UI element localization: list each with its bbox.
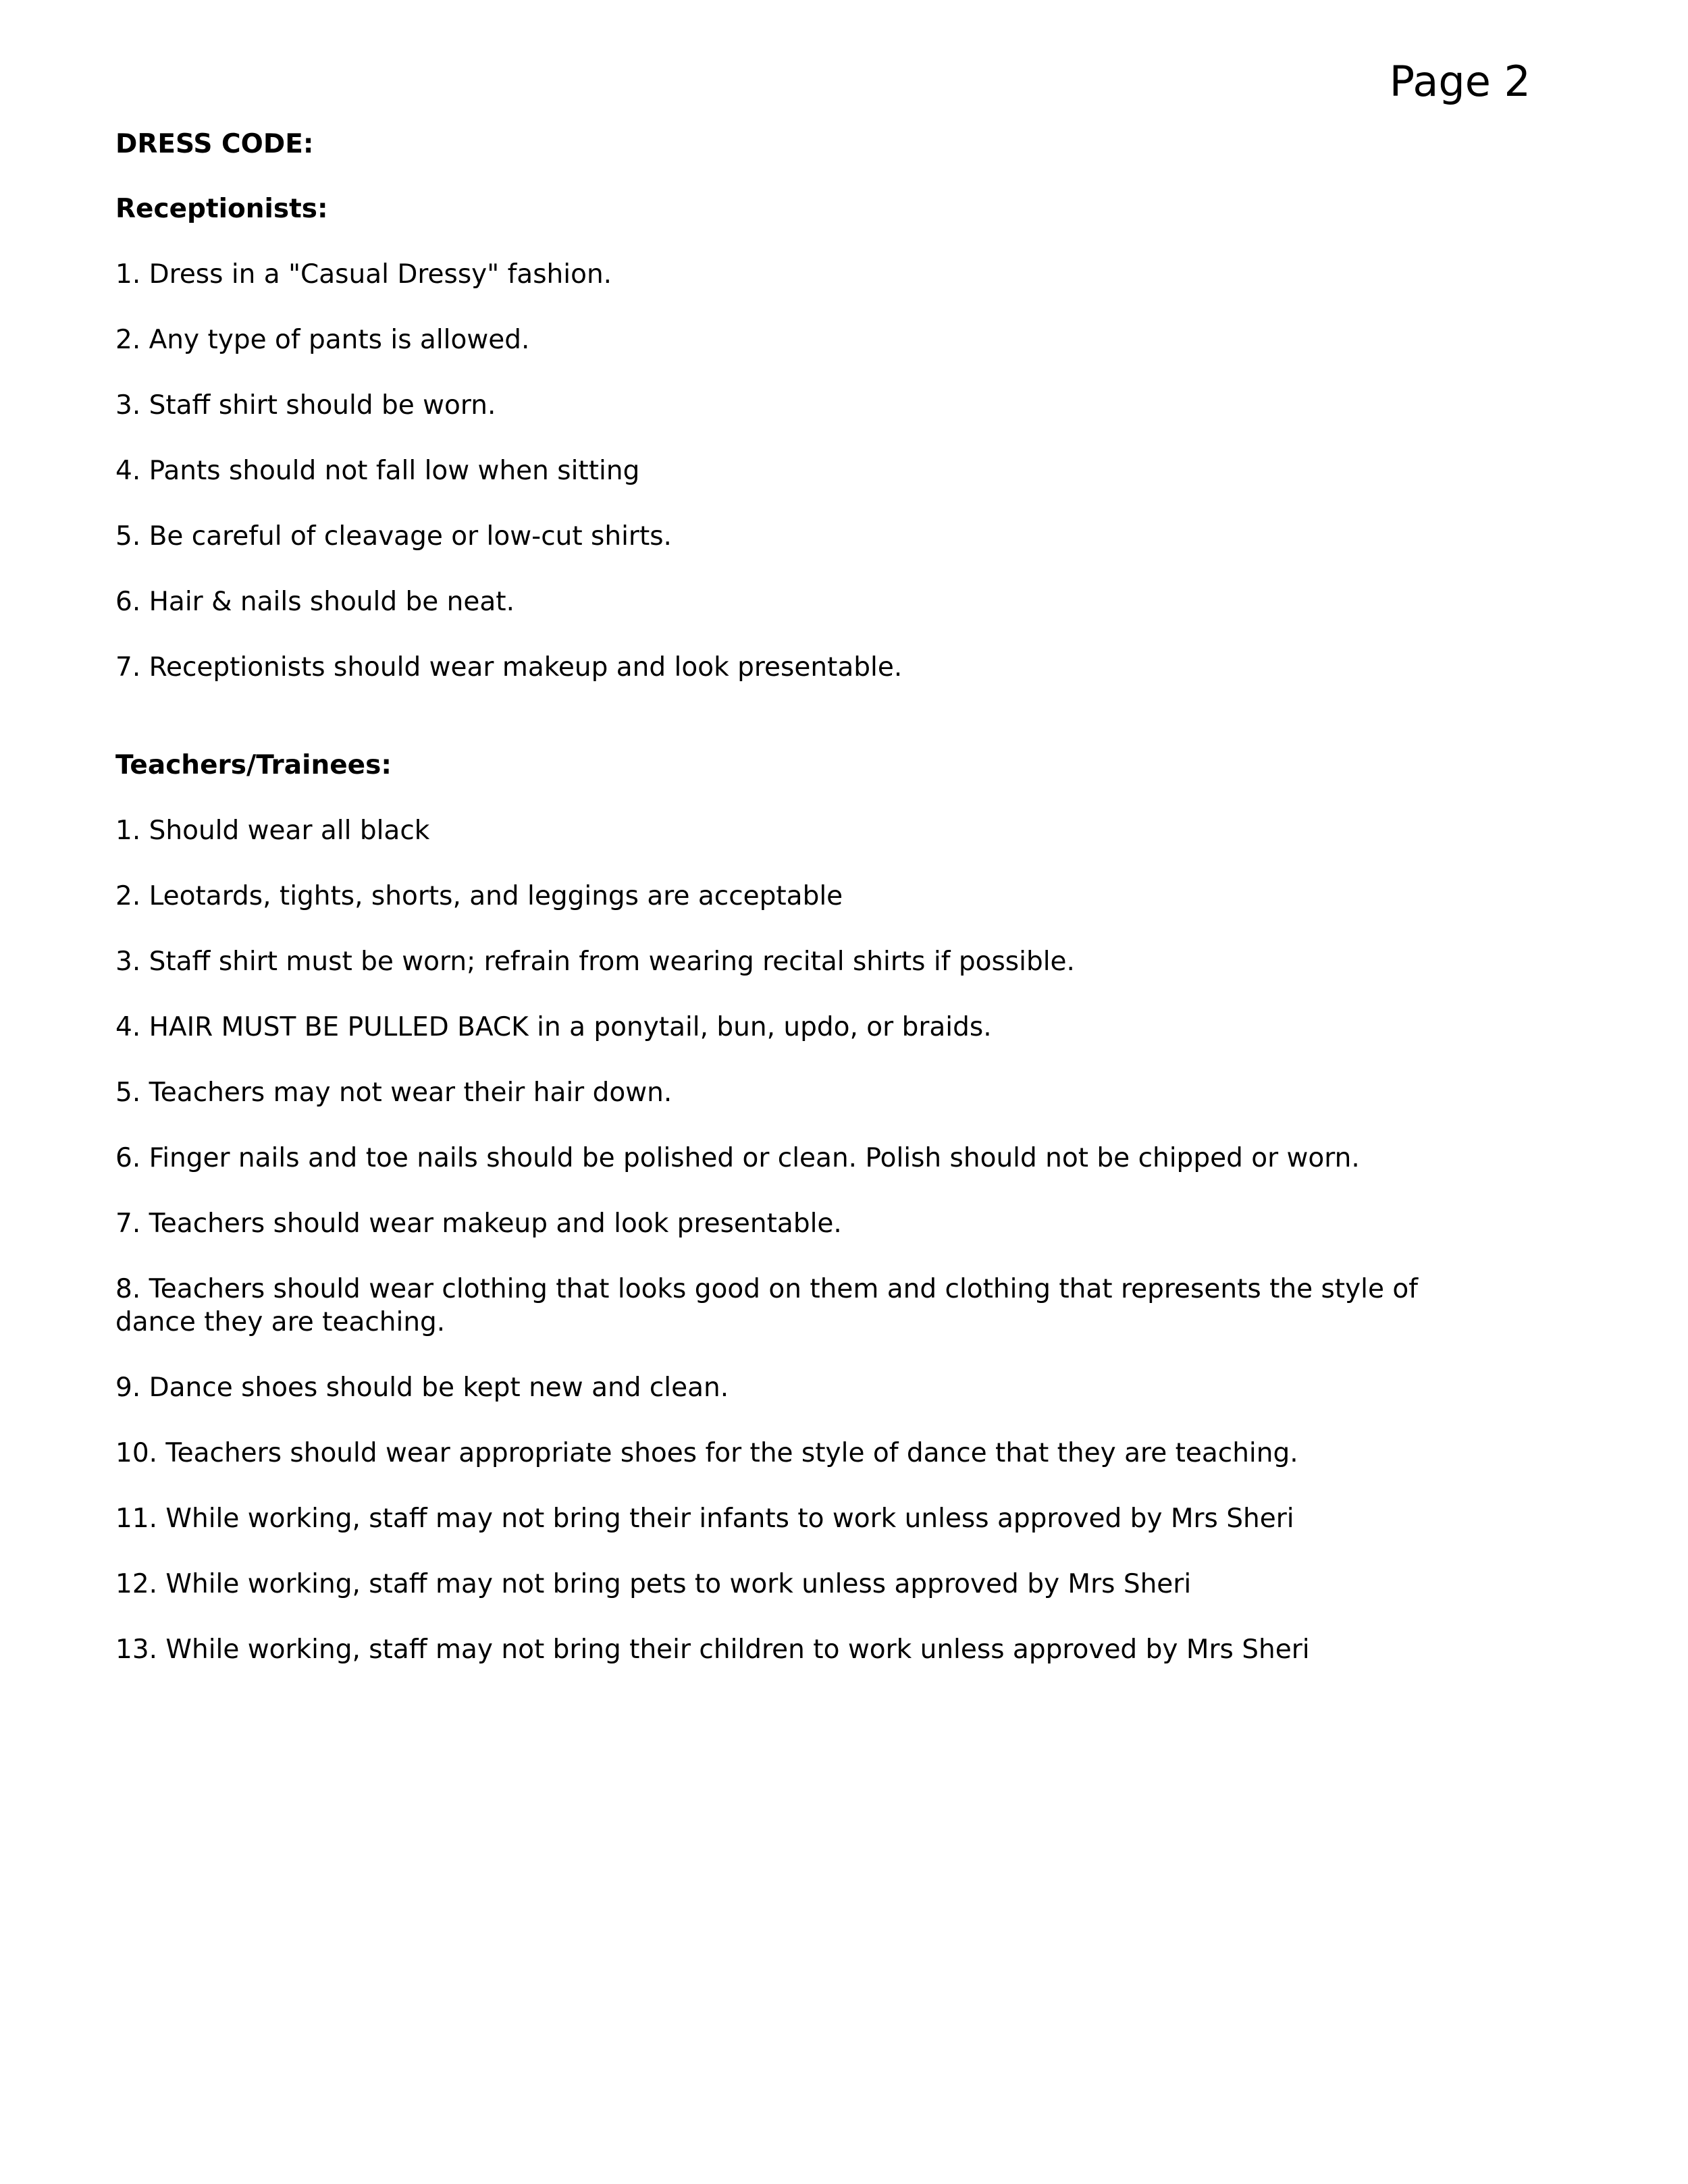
list-item: 5. Teachers may not wear their hair down.: [115, 1077, 672, 1108]
list-item: 1. Dress in a "Casual Dressy" fashion.: [115, 259, 612, 290]
teachers-title: Teachers/Trainees:: [115, 750, 392, 780]
receptionists-title: Receptionists:: [115, 194, 328, 224]
list-item: 10. Teachers should wear appropriate shoes for the style of dance that they are teaching.: [115, 1438, 1298, 1468]
list-item: 13. While working, staff may not bring their children to work unless approved by Mrs Sheri: [115, 1634, 1310, 1665]
list-item: 4. HAIR MUST BE PULLED BACK in a ponytail, bun, updo, or braids.: [115, 1012, 992, 1042]
receptionists-list: [115, 258, 1479, 684]
teachers-list: [115, 814, 1479, 1666]
page-number: Page 2: [1389, 57, 1531, 106]
list-item: 9. Dance shoes should be kept new and clean.: [115, 1373, 729, 1403]
list-item: 8. Teachers should wear clothing that looks good on them and clothing that represents the style of dance they are teaching.: [115, 1274, 1418, 1337]
list-item: 3. Staff shirt must be worn; refrain from wearing recital shirts if possible.: [115, 947, 1075, 977]
list-item: 6. Hair & nails should be neat.: [115, 587, 515, 617]
list-item: 3. Staff shirt should be worn.: [115, 390, 496, 421]
list-item: 11. While working, staff may not bring their infants to work unless approved by Mrs Sheri: [115, 1503, 1294, 1534]
list-item: 7. Teachers should wear makeup and look presentable.: [115, 1208, 842, 1239]
document-body: [115, 128, 1479, 1666]
list-item: 1. Should wear all black: [115, 816, 430, 846]
list-item: 12. While working, staff may not bring pets to work unless approved by Mrs Sheri: [115, 1569, 1192, 1599]
list-item: 7. Receptionists should wear makeup and look presentable.: [115, 652, 903, 683]
list-item: 6. Finger nails and toe nails should be polished or clean. Polish should not be chipped or worn.: [115, 1143, 1360, 1173]
list-item: 4. Pants should not fall low when sitting: [115, 456, 640, 486]
dress-code-heading: DRESS CODE:: [115, 129, 314, 159]
list-item: 2. Any type of pants is allowed.: [115, 325, 530, 355]
list-item: 2. Leotards, tights, shorts, and leggings are acceptable: [115, 881, 843, 911]
list-item: 5. Be careful of cleavage or low-cut shirts.: [115, 521, 672, 552]
